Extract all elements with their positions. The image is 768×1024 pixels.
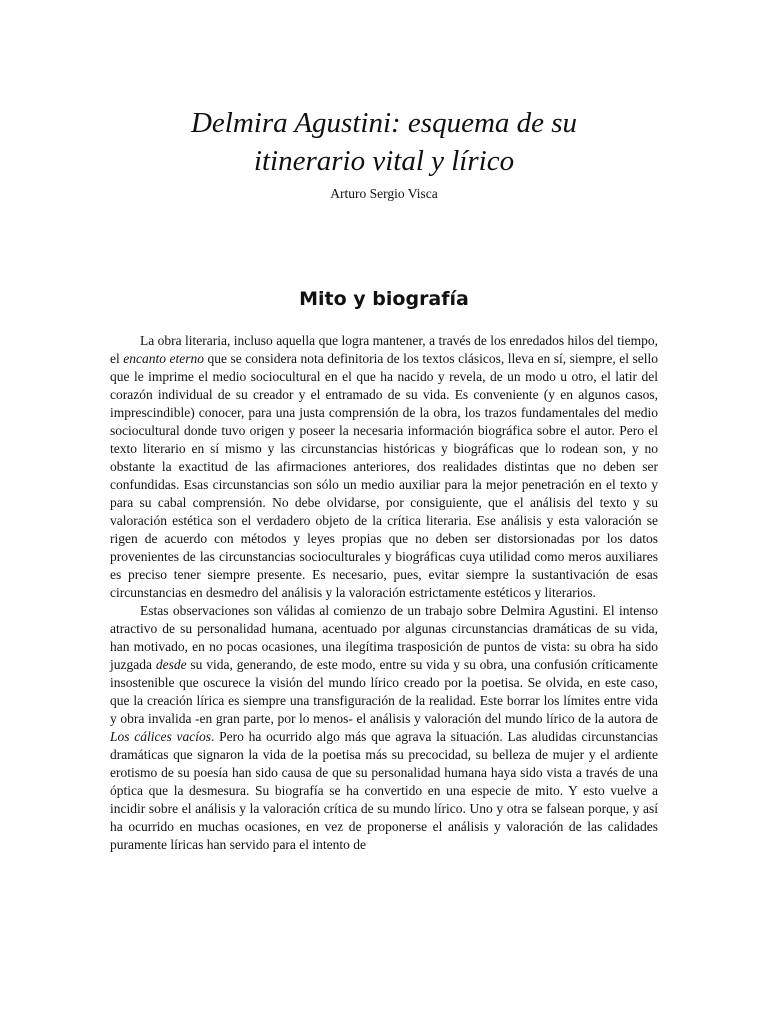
paragraph-2-text-c: . Pero ha ocurrido algo más que agrava la situación. Las aludidas circunstancias dramáticas que signaron la vida de la poetisa más su precocidad, su belleza de mujer y el ardiente erotismo de su poesía han sido causa de que su personalidad humana haya sido vista a través de una óptica que la desmesura. Su biografía se ha convertido en una especie de mito. Y esto vuelve a incidir sobre el análisis y la valoración crítica de su mundo lírico. Uno y otra se falsean porque, y así ha ocurrido en muchas ocasiones, en vez de proponerse el análisis y valoración de las calidades puramente líricas han servido para el intento de [110,729,659,852]
paragraph-2-text-a: Estas observaciones son válidas al comienzo de un trabajo sobre Delmira Agustini. El intenso atractivo de su personalidad humana, acentuado por algunas circunstancias dramáticas de su vida, han motivado, en no pocas ocasiones, una ilegítima trasposición de puntos de vista: su obra ha sido juzgada [110,603,658,672]
paragraph-2-italic-b: Los cálices vacíos [110,729,212,744]
title-line-2: itinerario vital y lírico [253,145,515,177]
document-title [110,104,658,180]
paragraph-2-text-b: su vida, generando, de este modo, entre su vida y su obra, una confusión críticamente insostenible que oscurece la visión del mundo lírico creado por la poetisa. Se olvida, en este caso, que la creación lírica es siempre una transfiguración de la realidad. Este borrar los límites entre vida y obra invalida -en gran parte, por lo menos- el análisis y valoración del mundo lírico de la autora de [110,657,659,726]
section-heading: Mito y biografía [299,288,469,310]
title-line-1: Delmira Agustini: esquema de su [190,107,578,139]
author-name: Arturo Sergio Visca [330,186,438,201]
body-text [110,332,658,854]
paragraph-1-italic-a: encanto eterno [123,351,204,366]
paragraph-1 [110,332,658,602]
paragraph-1-text-a: La obra literaria, incluso aquella que logra mantener, a través de los enredados hilos del tiempo, el [110,333,658,366]
paragraph-2 [110,602,658,854]
paragraph-1-text-b: que se considera nota definitoria de los textos clásicos, lleva en sí, siempre, el sello que le imprime el medio sociocultural en el que ha nacido y revela, de un modo u otro, el latir del corazón individual de su creador y el entramado de su vida. Es conveniente (y en algunos casos, imprescindible) conocer, para una justa comprensión de la obra, los trazos fundamentales del medio sociocultural donde tuvo origen y poseer la necesaria información biográfica sobre el autor. Pero el texto literario en sí mismo y las circunstancias históricas y biográficas que lo rodean son, y no obstante la exactitud de las afirmaciones anteriores, dos realidades distintas que no deben ser confundidas. Esas circunstancias son sólo un medio auxiliar para la mejor penetración en el texto y para su cabal comprensión. No debe olvidarse, por consiguiente, que el análisis del texto y su valoración estética son el verdadero objeto de la crítica literaria. Ese análisis y esta valoración se rigen de acuerdo con métodos y leyes propias que no deben ser distorsionadas por los datos provenientes de las circunstancias socioculturales y biográficas cuya utilidad como meros auxiliares es preciso tener siempre presente. Es necesario, pues, evitar siempre la sustantivación de esas circunstancias en desmedro del análisis y la valoración estrictamente estéticos y literarios. [110,351,658,600]
paragraph-2-italic-a: desde [155,657,187,672]
